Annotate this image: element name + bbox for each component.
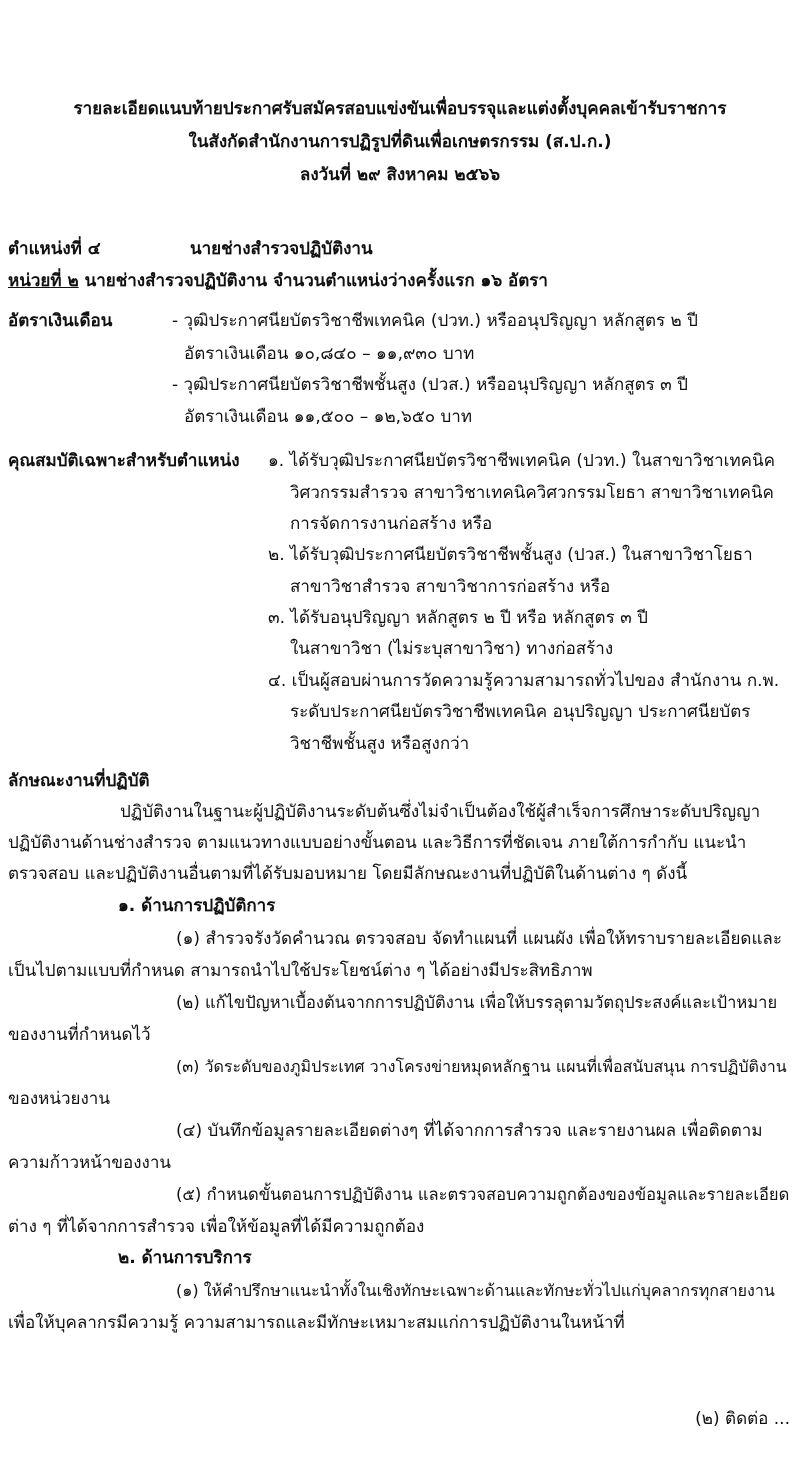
- salary-item-1-line-1: - วุฒิประกาศนียบัตรวิชาชีพเทคนิค (ปวท.) หรืออนุปริญญา หลักสูตร ๒ ปี: [172, 311, 698, 331]
- s1-item-1-line-2: เป็นไปตามแบบที่กำหนด สามารถนำไปใช้ประโยชน์ต่าง ๆ ได้อย่างมีประสิทธิภาพ: [8, 961, 593, 981]
- position-title: นายช่างสำรวจปฏิบัติงาน: [190, 239, 373, 259]
- qualification-1-line-2: วิศวกรรมสำรวจ สาขาวิชาเทคนิควิศวกรรมโยธา สาขาวิชาเทคนิค: [290, 483, 774, 503]
- job-intro-line-2: ปฏิบัติงานด้านช่างสำรวจ ตามแนวทางแบบอย่างขั้นตอน และวิธีการที่ชัดเจน ภายใต้การกำกับ แนะนำ: [8, 833, 747, 853]
- qualification-4-line-2: ระดับประกาศนียบัตรวิชาชีพเทคนิค อนุปริญญา ประกาศนียบัตร: [290, 702, 751, 722]
- s2-item-1-line-2: เพื่อให้บุคลากรมีความรู้ ความสามารถและมีทักษะเหมาะสมแก่การปฏิบัติงานในหน้าที่: [8, 1313, 625, 1333]
- continued-note: (๒) ติดต่อ ...: [695, 1409, 790, 1429]
- salary-item-2-line-2: อัตราเงินเดือน ๑๑,๕๐๐ – ๑๒,๖๕๐ บาท: [184, 407, 473, 427]
- qualification-2-line-1: ๒. ได้รับวุฒิประกาศนียบัตรวิชาชีพชั้นสูง (ปวส.) ในสาขาวิชาโยธา: [268, 545, 753, 565]
- header-line-3: ลงวันที่ ๒๙ สิงหาคม ๒๕๖๖: [299, 165, 501, 185]
- s1-item-1-line-1: (๑) สำรวจรังวัดคำนวณ ตรวจสอบ จัดทำแผนที่ แผนผัง เพื่อให้ทราบรายละเอียดและ: [176, 929, 782, 949]
- salary-item-2-line-1: - วุฒิประกาศนียบัตรวิชาชีพชั้นสูง (ปวส.) หรืออนุปริญญา หลักสูตร ๓ ปี: [172, 375, 688, 395]
- s1-item-5-line-2: ต่าง ๆ ที่ได้จากการสำรวจ เพื่อให้ข้อมูลที่ได้มีความถูกต้อง: [8, 1217, 425, 1237]
- s2-item-1-line-1: (๑) ให้คำปรึกษาแนะนำทั้งในเชิงทักษะเฉพาะด้านและทักษะทั่วไปแก่บุคลากรทุกสายงาน: [176, 1281, 775, 1300]
- salary-item-1-line-2: อัตราเงินเดือน ๑๐,๘๔๐ – ๑๑,๙๓๐ บาท: [184, 344, 475, 364]
- s1-item-5-line-1: (๕) กำหนดขั้นตอนการปฏิบัติงาน และตรวจสอบความถูกต้องของข้อมูลและรายละเอียด: [176, 1185, 790, 1204]
- unit-label: หน่วยที่ ๒: [8, 271, 79, 291]
- qualification-1-line-3: การจัดการงานก่อสร้าง หรือ: [290, 514, 493, 534]
- qualification-3-line-2: ในสาขาวิชา (ไม่ระบุสาขาวิชา) ทางก่อสร้าง: [290, 639, 614, 659]
- s1-item-3-line-1: (๓) วัดระดับของภูมิประเทศ วางโครงข่ายหมุดหลักฐาน แผนที่เพื่อสนับสนุน การปฏิบัติงาน: [176, 1057, 787, 1076]
- header-line-2: ในสังกัดสำนักงานการปฏิรูปที่ดินเพื่อเกษตรกรรม (ส.ป.ก.): [188, 132, 612, 152]
- position-label: ตำแหน่งที่ ๔: [8, 239, 101, 259]
- qualifications-label: คุณสมบัติเฉพาะสำหรับตำแหน่ง: [8, 451, 240, 471]
- job-intro-line-1: ปฏิบัติงานในฐานะผู้ปฏิบัติงานระดับต้นซึ่งไม่จำเป็นต้องใช้ผู้สำเร็จการศึกษาระดับปริญญา: [120, 802, 761, 822]
- qualification-3-line-1: ๓. ได้รับอนุปริญญา หลักสูตร ๒ ปี หรือ หลักสูตร ๓ ปี: [268, 608, 648, 628]
- s1-item-2-line-2: ของงานที่กำหนดไว้: [8, 1025, 151, 1045]
- header-line-1: รายละเอียดแนบท้ายประกาศรับสมัครสอบแข่งขันเพื่อบรรจุและแต่งตั้งบุคคลเข้ารับราชการ: [73, 99, 727, 119]
- s1-item-4-line-2: ความก้าวหน้าของงาน: [8, 1153, 172, 1173]
- unit-line: [8, 268, 548, 294]
- qualification-1-line-1: ๑. ได้รับวุฒิประกาศนียบัตรวิชาชีพเทคนิค (ปวท.) ในสาขาวิชาเทคนิค: [268, 451, 776, 471]
- job-intro-line-3: ตรวจสอบ และปฏิบัติงานอื่นตามที่ได้รับมอบหมาย โดยมีลักษณะงานที่ปฏิบัติในด้านต่าง ๆ ดังนี้: [8, 864, 688, 884]
- job-heading: ลักษณะงานที่ปฏิบัติ: [8, 771, 150, 791]
- salary-label: อัตราเงินเดือน: [8, 311, 113, 331]
- qualification-4-line-1: ๔. เป็นผู้สอบผ่านการวัดความรู้ความสามารถทั่วไปของ สำนักงาน ก.พ.: [268, 671, 780, 691]
- unit-text: นายช่างสำรวจปฏิบัติงาน จำนวนตำแหน่งว่างครั้งแรก ๑๖ อัตรา: [84, 271, 548, 291]
- qualification-4-line-3: วิชาชีพชั้นสูง หรือสูงกว่า: [290, 734, 470, 754]
- section-1-heading: ๑. ด้านการปฏิบัติการ: [118, 896, 276, 916]
- s1-item-4-line-1: (๔) บันทึกข้อมูลรายละเอียดต่างๆ ที่ได้จากการสำรวจ และรายงานผล เพื่อติดตาม: [176, 1121, 763, 1141]
- section-2-heading: ๒. ด้านการบริการ: [118, 1248, 252, 1268]
- s1-item-3-line-2: ของหน่วยงาน: [8, 1089, 110, 1109]
- qualification-2-line-2: สาขาวิชาสำรวจ สาขาวิชาการก่อสร้าง หรือ: [290, 577, 611, 597]
- s1-item-2-line-1: (๒) แก้ไขปัญหาเบื้องต้นจากการปฏิบัติงาน เพื่อให้บรรลุตามวัตถุประสงค์และเป้าหมาย: [176, 993, 778, 1012]
